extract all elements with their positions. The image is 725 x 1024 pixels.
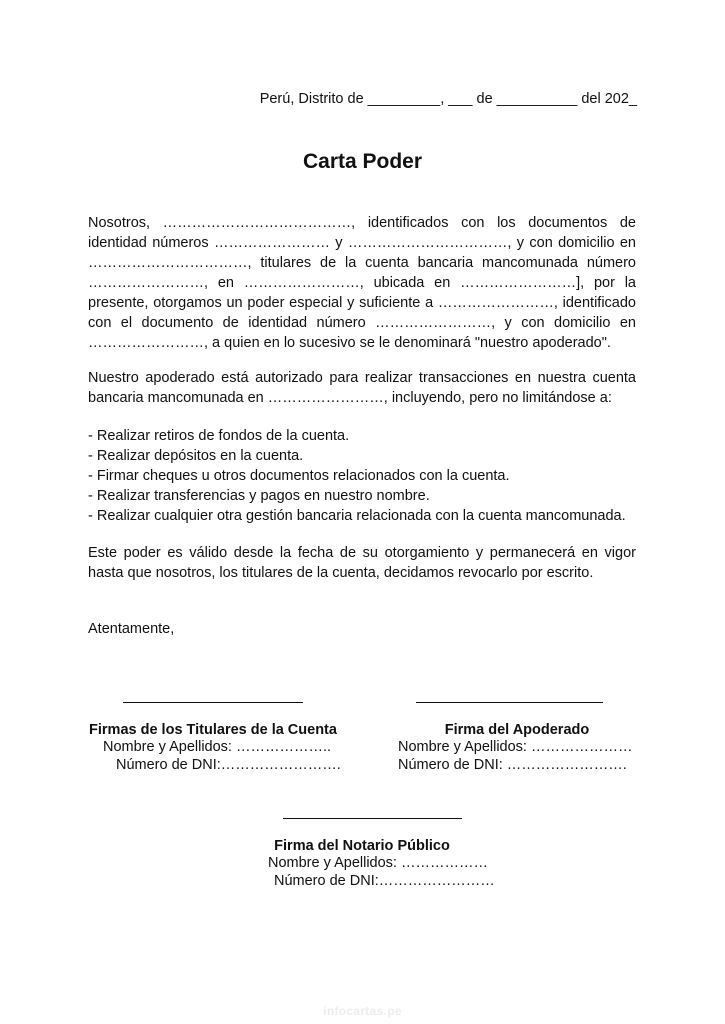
watermark: infocartas.pe <box>323 1004 402 1018</box>
paragraph-line: Este poder es válido desde la fecha de su otorgamiento y permanecerá en vigor <box>88 545 636 561</box>
attorney-signature-line <box>416 702 603 703</box>
paragraph-line: presente, otorgamos un poder especial y suficiente a ……………………, identificado <box>88 295 636 311</box>
list-item: - Realizar depósitos en la cuenta. <box>88 448 304 464</box>
holders-dni-field: Número de DNI:……………………. <box>116 757 341 773</box>
attorney-name-field: Nombre y Apellidos: ………………… <box>398 739 633 755</box>
paragraph-line: Nosotros, …………………………………, identificados con los documentos de <box>88 215 636 231</box>
notary-name-field: Nombre y Apellidos: ……………… <box>268 855 488 871</box>
paragraph-line: identidad números …………………… y ……………………………, y con domicilio en <box>88 235 636 251</box>
list-item: - Realizar transferencias y pagos en nuestro nombre. <box>88 488 430 504</box>
list-item: - Firmar cheques u otros documentos relacionados con la cuenta. <box>88 468 510 484</box>
paragraph-line: bancaria mancomunada en ……………………, incluyendo, pero no limitándose a: <box>88 390 612 406</box>
paragraph-line: con el documento de identidad número ……………………, y con domicilio en <box>88 315 636 331</box>
notary-dni-field: Número de DNI:…………………… <box>274 873 495 889</box>
holders-signature-title: Firmas de los Titulares de la Cuenta <box>89 722 337 738</box>
attorney-dni-field: Número de DNI: ……………………. <box>398 757 627 773</box>
list-item: - Realizar retiros de fondos de la cuenta. <box>88 428 350 444</box>
paragraph-line: ……………………………, titulares de la cuenta bancaria mancomunada número <box>88 255 636 271</box>
list-item: - Realizar cualquier otra gestión bancaria relacionada con la cuenta mancomunada. <box>88 508 626 524</box>
place-date-line: Perú, Distrito de _________, ___ de __________ del 202_ <box>259 91 637 107</box>
paragraph-line: hasta que nosotros, los titulares de la cuenta, decidamos revocarlo por escrito. <box>88 565 594 581</box>
paragraph-line: ……………………, en ……………………, ubicada en ……………………], por la <box>88 275 636 291</box>
attorney-signature-title: Firma del Apoderado <box>444 722 590 738</box>
document-title: Carta Poder <box>302 150 423 173</box>
holders-signature-line <box>123 702 303 703</box>
notary-signature-line <box>283 818 462 819</box>
closing-salutation: Atentamente, <box>88 621 175 637</box>
holders-name-field: Nombre y Apellidos: ……………….. <box>103 739 332 755</box>
notary-signature-title: Firma del Notario Público <box>274 838 450 854</box>
paragraph-line: ……………………, a quien en lo sucesivo se le denominará "nuestro apoderado". <box>88 335 611 351</box>
paragraph-line: Nuestro apoderado está autorizado para realizar transacciones en nuestra cuenta <box>88 370 636 386</box>
